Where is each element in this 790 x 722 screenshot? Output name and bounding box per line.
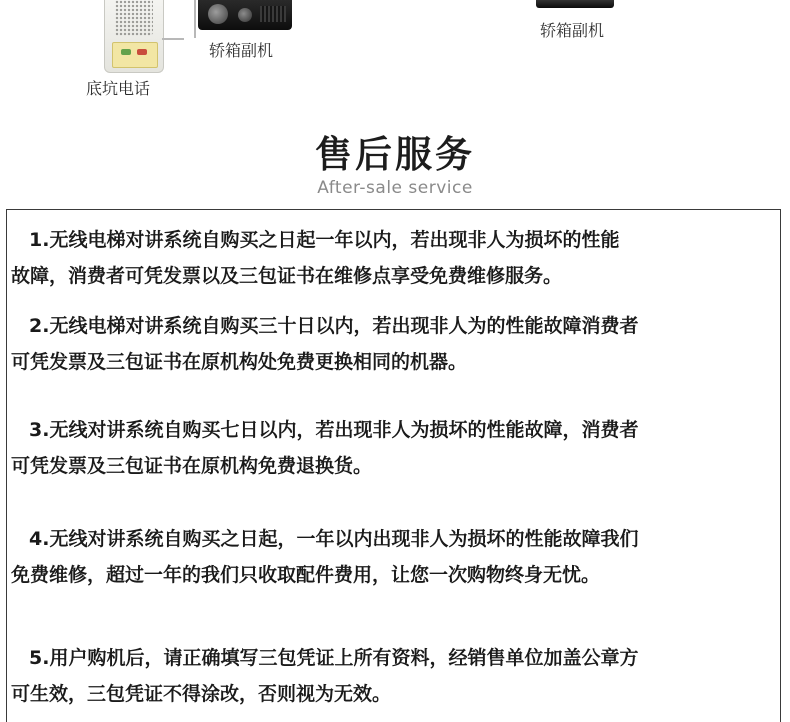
- section-title: 售后服务: [315, 133, 475, 176]
- term-line: 可凭发票及三包证书在原机构处免费更换相同的机器。: [11, 351, 468, 373]
- car-unit-image: [198, 0, 292, 30]
- car-unit-image: [536, 0, 614, 8]
- term-item: [11, 640, 775, 712]
- term-line: 故障，消费者可凭发票以及三包证书在维修点享受免费维修服务。: [11, 265, 563, 287]
- term-item: [11, 412, 775, 484]
- term-line: 免费维修，超过一年的我们只收取配件费用，让您一次购物终身无忧。: [11, 564, 601, 586]
- phone-button-panel: [112, 42, 158, 68]
- term-item: [11, 521, 775, 593]
- term-line: 1.无线电梯对讲系统自购买之日起一年以内，若出现非人为损坏的性能: [29, 229, 620, 251]
- cable-line: [184, 0, 196, 38]
- red-button-icon: [137, 49, 147, 55]
- term-line: 3.无线对讲系统自购买七日以内，若出现非人为损坏的性能故障，消费者: [29, 419, 639, 441]
- term-item: [11, 308, 775, 380]
- section-subtitle: After-sale service: [317, 178, 473, 198]
- speaker-grille: [115, 0, 153, 36]
- term-line: 可生效，三包凭证不得涂改，否则视为无效。: [11, 683, 392, 705]
- term-line: 5.用户购机后，请正确填写三包凭证上所有资料，经销售单位加盖公章方: [29, 647, 639, 669]
- green-button-icon: [121, 49, 131, 55]
- term-line: 可凭发票及三包证书在原机构免费退换货。: [11, 455, 373, 477]
- terms-box: [6, 209, 781, 722]
- product-image-strip: [0, 0, 790, 110]
- term-line: 2.无线电梯对讲系统自购买三十日以内，若出现非人为的性能故障消费者: [29, 315, 639, 337]
- cable-line: [162, 0, 184, 40]
- knob-icon: [208, 4, 228, 24]
- pit-phone-image: [104, 0, 164, 73]
- car-unit-label: 轿箱副机: [540, 21, 605, 40]
- knob-icon: [238, 8, 252, 22]
- pit-phone-label: 底坑电话: [86, 79, 151, 98]
- grille-icon: [260, 6, 286, 22]
- term-item: [11, 222, 775, 294]
- term-line: 4.无线对讲系统自购买之日起，一年以内出现非人为损坏的性能故障我们: [29, 528, 639, 550]
- car-unit-label: 轿箱副机: [209, 41, 274, 60]
